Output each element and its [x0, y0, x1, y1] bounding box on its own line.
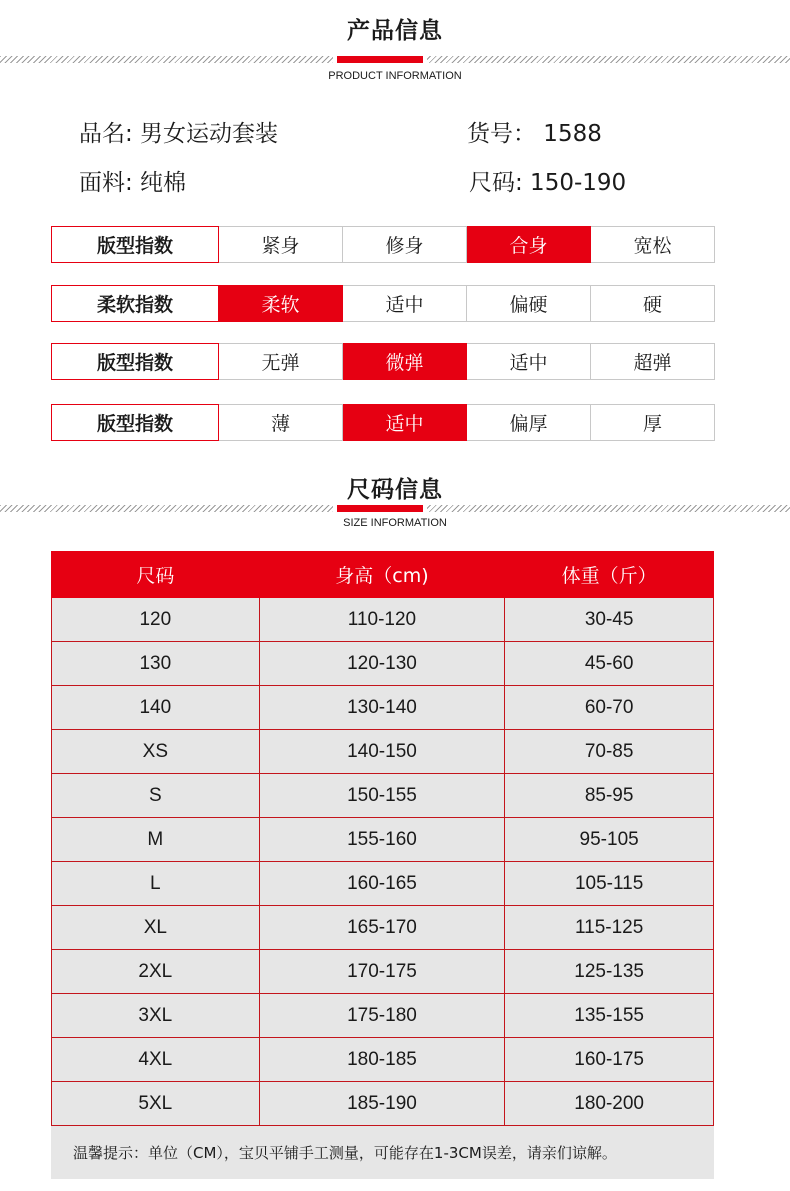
index-option-selected: 适中 [343, 404, 467, 441]
weight-cell: 70-85 [505, 730, 714, 774]
index-option: 偏硬 [467, 285, 591, 322]
header-accent-bar [337, 505, 423, 512]
weight-cell: 45-60 [505, 642, 714, 686]
index-option: 厚 [591, 404, 715, 441]
index-option: 偏厚 [467, 404, 591, 441]
product-name: 品名: 男女运动套装 [79, 121, 279, 147]
height-cell: 175-180 [259, 994, 505, 1038]
height-cell: 120-130 [259, 642, 505, 686]
size-info-header [0, 471, 790, 531]
size-cell: 2XL [52, 950, 260, 994]
product-info-header [0, 12, 790, 82]
size-cell: XL [52, 906, 260, 950]
size-cell: 130 [52, 642, 260, 686]
table-row [52, 950, 714, 994]
weight-cell: 95-105 [505, 818, 714, 862]
index-label: 版型指数 [51, 343, 219, 380]
weight-column-header: 体重（斤） [505, 552, 714, 598]
weight-cell: 115-125 [505, 906, 714, 950]
elasticity-index-row [51, 343, 715, 380]
table-row [52, 818, 714, 862]
product-material: 面料: 纯棉 [79, 170, 187, 196]
index-option: 紧身 [219, 226, 343, 263]
height-cell: 150-155 [259, 774, 505, 818]
index-label: 版型指数 [51, 226, 219, 263]
height-cell: 155-160 [259, 818, 505, 862]
index-option-selected: 微弹 [343, 343, 467, 380]
table-row [52, 642, 714, 686]
index-option: 适中 [467, 343, 591, 380]
weight-cell: 60-70 [505, 686, 714, 730]
height-column-header: 身高（cm) [259, 552, 505, 598]
size-cell: XS [52, 730, 260, 774]
measurement-note: 温馨提示：单位（CM），宝贝平铺手工测量，可能存在1-3CM误差，请亲们谅解。 [51, 1126, 714, 1179]
size-column-header: 尺码 [52, 552, 260, 598]
size-table-header-row [52, 552, 714, 598]
height-cell: 180-185 [259, 1038, 505, 1082]
softness-index-row [51, 285, 715, 322]
table-row [52, 1038, 714, 1082]
weight-cell: 160-175 [505, 1038, 714, 1082]
size-cell: L [52, 862, 260, 906]
table-row [52, 774, 714, 818]
table-row [52, 730, 714, 774]
size-info-subtitle: SIZE INFORMATION [343, 517, 447, 529]
size-cell: 4XL [52, 1038, 260, 1082]
product-size: 尺码: 150-190 [469, 170, 627, 196]
index-option: 宽松 [591, 226, 715, 263]
thickness-index-row [51, 404, 715, 441]
weight-cell: 85-95 [505, 774, 714, 818]
product-info-title: 产品信息 [347, 18, 443, 44]
size-cell: 140 [52, 686, 260, 730]
weight-cell: 125-135 [505, 950, 714, 994]
weight-cell: 30-45 [505, 598, 714, 642]
size-table [51, 551, 714, 1126]
height-cell: 185-190 [259, 1082, 505, 1126]
table-row [52, 994, 714, 1038]
height-cell: 110-120 [259, 598, 505, 642]
size-cell: M [52, 818, 260, 862]
index-option: 薄 [219, 404, 343, 441]
index-label: 柔软指数 [51, 285, 219, 322]
weight-cell: 180-200 [505, 1082, 714, 1126]
height-cell: 140-150 [259, 730, 505, 774]
table-row [52, 862, 714, 906]
height-cell: 130-140 [259, 686, 505, 730]
index-option: 适中 [343, 285, 467, 322]
table-row [52, 598, 714, 642]
weight-cell: 135-155 [505, 994, 714, 1038]
weight-cell: 105-115 [505, 862, 714, 906]
index-option: 超弹 [591, 343, 715, 380]
size-cell: 3XL [52, 994, 260, 1038]
index-label: 版型指数 [51, 404, 219, 441]
product-info-subtitle: PRODUCT INFORMATION [328, 70, 462, 82]
index-option-selected: 柔软 [219, 285, 343, 322]
size-cell: S [52, 774, 260, 818]
table-row [52, 686, 714, 730]
index-option: 硬 [591, 285, 715, 322]
index-option: 无弹 [219, 343, 343, 380]
height-cell: 170-175 [259, 950, 505, 994]
size-cell: 120 [52, 598, 260, 642]
fit-index-row [51, 226, 715, 263]
height-cell: 160-165 [259, 862, 505, 906]
size-cell: 5XL [52, 1082, 260, 1126]
header-accent-bar [337, 56, 423, 63]
size-info-title: 尺码信息 [347, 477, 443, 503]
table-row [52, 1082, 714, 1126]
index-option: 修身 [343, 226, 467, 263]
height-cell: 165-170 [259, 906, 505, 950]
table-row [52, 906, 714, 950]
index-option-selected: 合身 [467, 226, 591, 263]
product-item-no: 货号： 1588 [467, 121, 602, 147]
